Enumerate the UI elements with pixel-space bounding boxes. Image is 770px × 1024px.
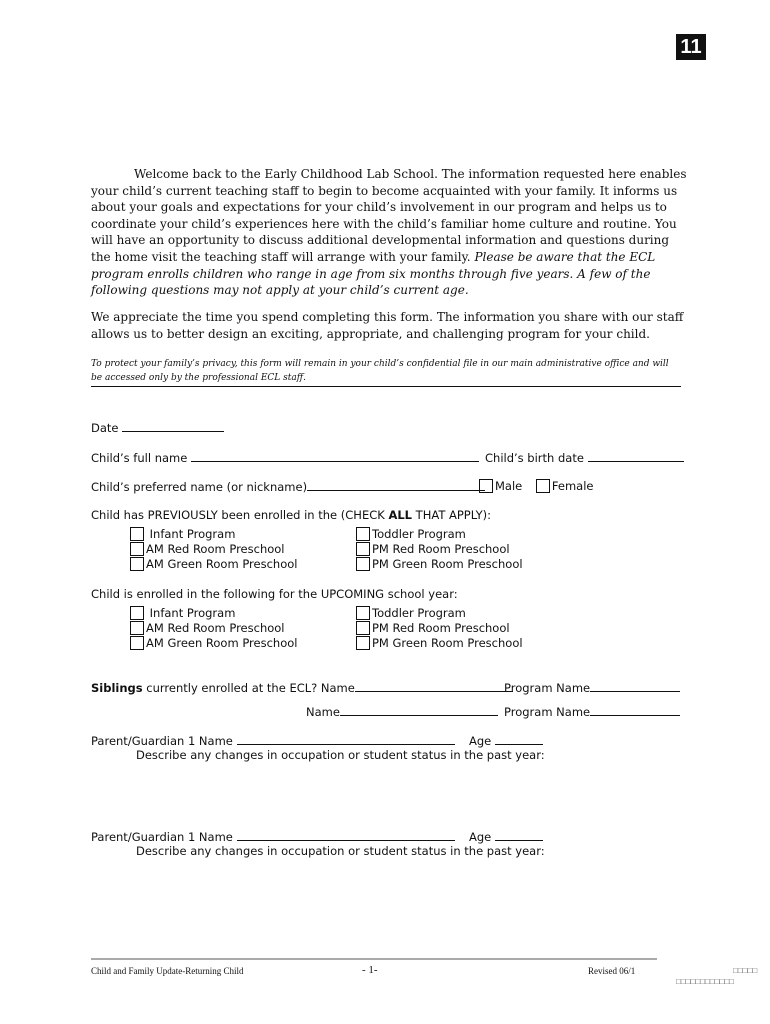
program-name-row-1 <box>504 680 680 696</box>
program-name-label: Program Name <box>504 681 591 695</box>
footer-corner-glyphs-2: □□□□□□□□□□□□ <box>676 977 734 986</box>
sibling-name-field-2[interactable] <box>340 704 498 716</box>
footer-title: Child and Family Update-Returning Child <box>91 966 244 976</box>
checkbox[interactable] <box>356 557 370 571</box>
previous-pm-green-option[interactable] <box>356 557 523 572</box>
child-full-name-label: Child’s full name <box>91 451 188 465</box>
upcoming-infant-option[interactable] <box>130 606 235 621</box>
footer-divider <box>91 958 657 960</box>
preferred-name-row <box>91 479 485 495</box>
occupation-prompt: Describe any changes in occupation or student status in the past year: <box>136 844 545 858</box>
age-field[interactable] <box>495 733 543 745</box>
option-label: Toddler Program <box>372 527 466 541</box>
checkbox[interactable] <box>356 621 370 635</box>
preferred-name-label: Child’s preferred name (or nickname) <box>91 480 308 494</box>
gender-row <box>479 479 594 494</box>
upcoming-heading: Child is enrolled in the following for the UPCOMING school year: <box>91 587 458 601</box>
divider <box>91 386 681 387</box>
option-label: AM Red Room Preschool <box>146 621 285 635</box>
upcoming-toddler-option[interactable] <box>356 606 466 621</box>
parent-1-age-row <box>469 733 543 749</box>
checkbox[interactable] <box>130 621 144 635</box>
checkbox[interactable] <box>356 606 370 620</box>
parent-2-row <box>91 829 455 845</box>
program-name-field-2[interactable] <box>590 704 680 716</box>
date-row <box>91 420 224 436</box>
child-name-row <box>91 450 479 466</box>
checkbox[interactable] <box>356 636 370 650</box>
date-label: Date <box>91 421 119 435</box>
parent-name-label: Parent/Guardian 1 Name <box>91 830 233 844</box>
option-label: Toddler Program <box>372 606 466 620</box>
age-field[interactable] <box>495 829 543 841</box>
footer-revision: Revised 06/1 <box>588 966 636 976</box>
privacy-notice: To protect your family’s privacy, this form will remain in your child’s confidential file in our main administrative office and will be accessed only by the professional ECL staff. <box>91 359 669 383</box>
checkbox[interactable] <box>130 542 144 556</box>
birth-date-label: Child’s birth date <box>485 451 584 465</box>
page-number-badge: 11 <box>676 34 706 60</box>
male-label: Male <box>495 479 523 493</box>
parent-name-field[interactable] <box>237 733 455 745</box>
upcoming-am-red-option[interactable] <box>130 621 285 636</box>
parent-name-label: Parent/Guardian 1 Name <box>91 734 233 748</box>
name-label: Name <box>306 705 340 719</box>
siblings-name-label: currently enrolled at the ECL? Name <box>142 681 355 695</box>
option-label: AM Green Room Preschool <box>146 557 298 571</box>
upcoming-pm-red-option[interactable] <box>356 621 510 636</box>
footer-corner-glyphs-1: □□□□□ <box>733 966 758 975</box>
date-field[interactable] <box>122 420 224 432</box>
parent-2-age-row <box>469 829 543 845</box>
sibling-name-row-2 <box>306 704 498 720</box>
previous-toddler-option[interactable] <box>356 527 466 542</box>
intro-paragraph <box>91 166 691 299</box>
birth-date-row <box>485 450 684 466</box>
option-label: PM Green Room Preschool <box>372 557 523 571</box>
child-full-name-field[interactable] <box>191 450 479 462</box>
appreciation-paragraph: We appreciate the time you spend completing this form. The information you share with our staff allows us to better design an exciting, appropriate, and challenging program for your child. <box>91 310 684 341</box>
intro-text: Welcome back to the Early Childhood Lab School. The information requested here enables your child’s current teaching staff to begin to become acquainted with your family. It informs us about your goals and expectations for your child’s involvement in our program and helps us to coordinate your child’s experiences here with the child’s familiar home culture and routine. You will have an opportunity to discuss additional developmental information and questions during the home visit the teaching staff will arrange with your family. <box>91 167 687 264</box>
age-label: Age <box>469 734 492 748</box>
previously-text-end: THAT APPLY): <box>412 508 491 522</box>
sibling-name-field-1[interactable] <box>355 680 513 692</box>
option-label: PM Green Room Preschool <box>372 636 523 650</box>
previously-enrolled-heading <box>91 508 491 523</box>
previous-infant-option[interactable] <box>130 527 235 542</box>
siblings-label: Siblings <box>91 681 143 695</box>
preferred-name-field[interactable] <box>307 479 485 491</box>
option-label: AM Green Room Preschool <box>146 636 298 650</box>
male-checkbox[interactable] <box>479 479 493 493</box>
program-name-row-2 <box>504 704 680 720</box>
program-name-label: Program Name <box>504 705 591 719</box>
option-label: Infant Program <box>149 606 236 620</box>
checkbox[interactable] <box>130 527 144 541</box>
checkbox[interactable] <box>130 557 144 571</box>
female-label: Female <box>551 479 594 493</box>
siblings-row <box>91 680 513 696</box>
parent-1-row <box>91 733 455 749</box>
birth-date-field[interactable] <box>588 450 684 462</box>
footer-page-number: - 1- <box>362 964 378 976</box>
upcoming-am-green-option[interactable] <box>130 636 297 651</box>
checkbox[interactable] <box>130 606 144 620</box>
option-label: Infant Program <box>149 527 236 541</box>
previously-text: Child has PREVIOUSLY been enrolled in the (CHECK <box>91 508 389 522</box>
age-label: Age <box>469 830 492 844</box>
checkbox[interactable] <box>356 542 370 556</box>
checkbox[interactable] <box>130 636 144 650</box>
previous-am-green-option[interactable] <box>130 557 297 572</box>
upcoming-pm-green-option[interactable] <box>356 636 523 651</box>
female-checkbox[interactable] <box>536 479 550 493</box>
previously-all: ALL <box>388 508 413 522</box>
option-label: PM Red Room Preschool <box>372 542 510 556</box>
previous-pm-red-option[interactable] <box>356 542 510 557</box>
parent-name-field[interactable] <box>237 829 455 841</box>
checkbox[interactable] <box>356 527 370 541</box>
occupation-prompt: Describe any changes in occupation or student status in the past year: <box>136 748 545 762</box>
previous-am-red-option[interactable] <box>130 542 285 557</box>
program-name-field-1[interactable] <box>590 680 680 692</box>
option-label: PM Red Room Preschool <box>372 621 510 635</box>
intro-notice: Please be aware that the ECL program enrolls children who range in age from six months through five years. A few of the following questions may not apply at your child’s current age. <box>91 249 656 298</box>
option-label: AM Red Room Preschool <box>146 542 285 556</box>
